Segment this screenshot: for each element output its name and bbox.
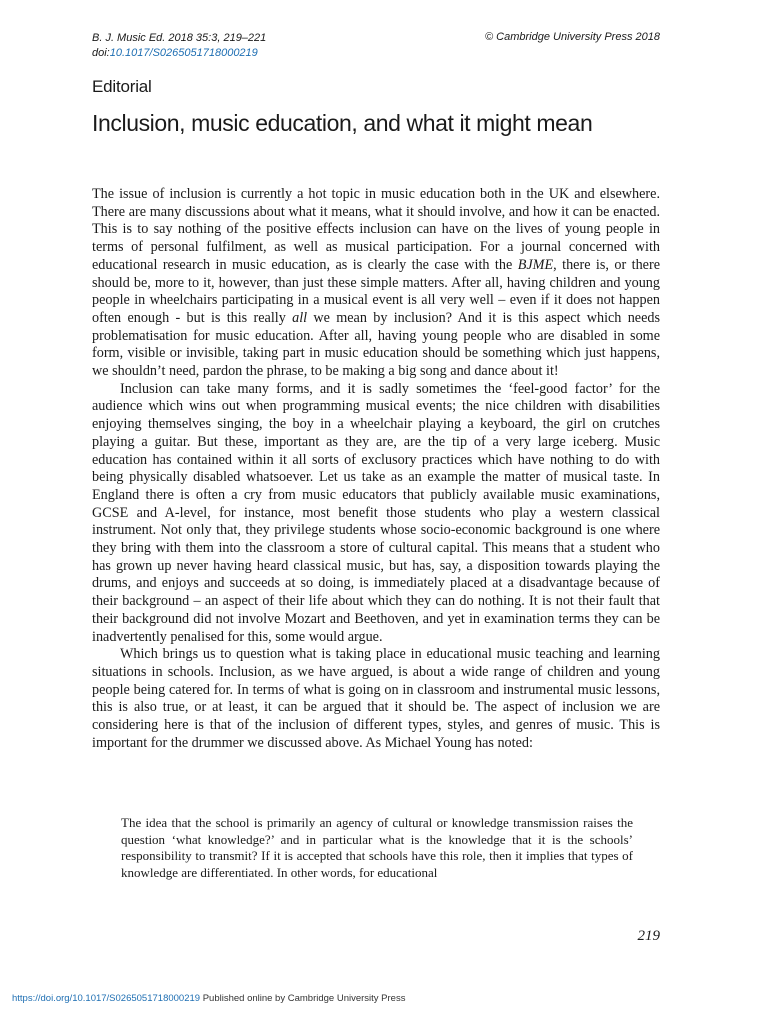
paragraph-1-text-b: , there is, or there should be, more to it, however, than just these simple matters. After all, having children and young people in wheelchairs participating in a musical event is all very well – even if it does not happen often enough - but is this really	[92, 256, 660, 326]
emphasis-all: all	[292, 309, 308, 326]
footer-published-text: Published online by Cambridge University Press	[200, 993, 406, 1004]
doi-link[interactable]: 10.1017/S0265051718000219	[109, 47, 258, 59]
page-number: 219	[637, 928, 660, 944]
section-label: Editorial	[92, 77, 152, 96]
citation-line: B. J. Music Ed. 2018 35:3, 219–221	[92, 32, 267, 44]
paragraph-1	[92, 186, 660, 381]
block-quote: The idea that the school is primarily an agency of cultural or knowledge transmission raises the question ‘what knowledge?’ and in particular what is the knowledge that it is the schools’ responsibility to transmit? If it is accepted that schools have this role, then it implies that types of knowledge are differentiated. In other words, for educational	[121, 815, 633, 880]
paragraph-1-text-c: we mean by inclusion? And it is this aspect which needs problematisation for music education. After all, having young people who are disabled in some form, visible or invisible, taking part in music education should be something which just happens, we shouldn’t need, pardon the phrase, to be making a big song and dance about it!	[92, 309, 661, 380]
journal-name: BJME	[517, 256, 554, 273]
paragraph-3: Which brings us to question what is taking place in educational music teaching and learning situations in schools. Inclusion, as we have argued, is about a wide range of children and young people being catered for. In terms of what is going on in classroom and instrumental music lessons, this is also true, or at least, it can be argued that it should be. The aspect of inclusion we are considering here is that of the inclusion of different types, styles, and genres of music. This is important for the drummer we discussed above. As Michael Young has noted:	[92, 646, 660, 751]
doi-prefix: doi:	[92, 47, 110, 59]
paragraph-1-text-a: The issue of inclusion is currently a hot topic in music education both in the UK and elsewhere. There are many discussions about what it means, what it should involve, and how it can be enacted. This is to say nothing of the positive effects inclusion can have on the lives of young people in terms of personal fulfilment, as well as musical participation. For a journal concerned with educational research in music education, as is clearly the case with the	[92, 186, 660, 273]
copyright-notice: © Cambridge University Press 2018	[484, 31, 660, 43]
citation-header	[92, 31, 266, 61]
article-body	[92, 186, 660, 753]
footer	[12, 993, 405, 1004]
article-title: Inclusion, music education, and what it might mean	[92, 110, 593, 136]
footer-doi-link[interactable]: https://doi.org/10.1017/S0265051718000219	[12, 993, 201, 1004]
doi-line	[92, 46, 266, 61]
paragraph-2: Inclusion can take many forms, and it is sadly sometimes the ‘feel-good factor’ for the audience which wins out when programming musical events; the nice children with disabilities enjoying themselves singing, the boy in a wheelchair playing a keyboard, the girl on crutches playing a guitar. But these, important as they are, are the tip of a very large iceberg. Music education has contained within it all sorts of exclusory practices which have nothing to do with being physically disabled whatsoever. Let us take as an example the matter of musical taste. In England there is often a cry from music educators that publicly available music examinations, GCSE and A-level, for instance, most benefit those students who play a western classical instrument. Not only that, they privilege students whose socio-economic background is one where they bring with them into the classroom a store of cultural capital. This means that a student who has grown up never having heard classical music, but has, say, a disposition towards playing the drums, and enjoys and succeeds at so doing, is immediately placed at a disadvantage because of their background – an aspect of their life about which they can do nothing. It is not their fault that their background did not involve Mozart and Beethoven, and yet in examination terms they can be inadvertently penalised for this, some would argue.	[92, 380, 660, 645]
